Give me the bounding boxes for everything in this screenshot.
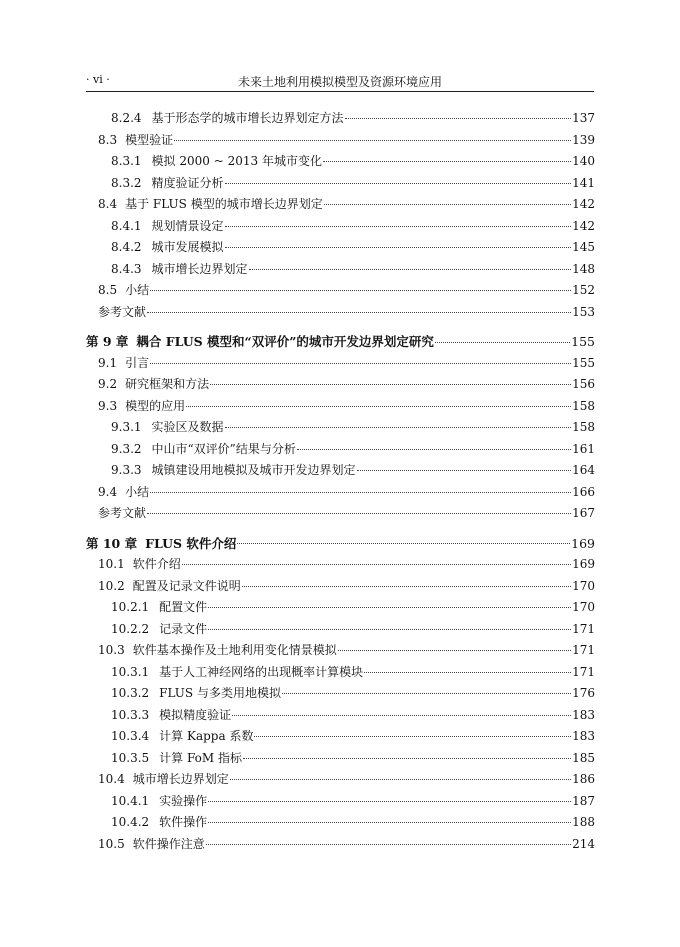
toc-entry-number: 9.3.1: [111, 420, 142, 434]
toc-entry[interactable]: [86, 834, 595, 856]
toc-entry-page: 169: [572, 557, 595, 571]
toc-entry-number: 8.4: [98, 197, 118, 211]
toc-entry-label: 计算 Kappa 系数: [159, 729, 254, 743]
dot-leader: [237, 533, 570, 545]
toc-entry[interactable]: [86, 640, 595, 662]
dot-leader: [174, 130, 571, 141]
dot-leader: [357, 460, 572, 471]
toc-entry-label: 基于形态学的城市增长边界划定方法: [151, 111, 344, 125]
dot-leader: [435, 331, 570, 343]
page-number: · vi ·: [86, 73, 110, 86]
toc-entry-label: 实验操作: [159, 793, 208, 808]
toc-entry-page: 183: [572, 707, 595, 722]
toc-entry[interactable]: [86, 130, 595, 152]
toc-entry-label: 城市增长边界划定: [132, 772, 229, 786]
toc-entry-label: 小结: [125, 283, 150, 297]
toc-entry-label: 规划情景设定: [151, 218, 224, 233]
toc-entry-number: 8.3.1: [111, 154, 142, 168]
dot-leader: [208, 791, 571, 802]
dot-leader: [242, 576, 571, 587]
toc-entry-page: 214: [572, 836, 595, 851]
dot-leader: [186, 396, 571, 407]
toc-entry-number: 8.3.2: [111, 175, 142, 190]
toc-entry[interactable]: [86, 812, 595, 834]
toc-entry-number: 10.4: [98, 772, 125, 786]
dot-leader: [150, 280, 571, 291]
toc-entry[interactable]: [86, 460, 595, 482]
toc-entry-label: 模拟 2000 ~ 2013 年城市变化: [151, 154, 322, 168]
toc-entry-page: 142: [572, 218, 595, 233]
toc-entry-label: 基于人工神经网络的出现概率计算模块: [159, 664, 364, 679]
toc-entry[interactable]: [86, 597, 595, 619]
toc-entry-number: 9.3.2: [111, 441, 142, 456]
toc-chapter-entry[interactable]: [86, 533, 595, 555]
dot-leader: [254, 726, 571, 737]
toc-entry-label: 记录文件: [159, 621, 208, 636]
toc-entry[interactable]: [86, 353, 595, 375]
toc-entry-page: 141: [572, 175, 595, 190]
toc-entry-number: 8.3: [98, 132, 118, 147]
toc-entry-number: 10.3.2: [111, 686, 150, 700]
toc-entry-page: 171: [572, 643, 595, 657]
dot-leader: [225, 237, 572, 248]
toc-entry-label: 软件基本操作及土地利用变化情景模拟: [132, 643, 337, 657]
dot-leader: [225, 216, 572, 227]
toc-entry-page: 139: [572, 132, 595, 147]
toc-entry-page: 158: [572, 398, 595, 413]
dot-leader: [225, 417, 572, 428]
toc-entry[interactable]: [86, 726, 595, 748]
dot-leader: [338, 640, 571, 651]
toc-entry[interactable]: [86, 259, 595, 281]
toc-entry-number: 8.4.1: [111, 218, 142, 233]
toc-entry-label: 中山市“双评价”结果与分析: [151, 441, 296, 456]
toc-entry-page: 188: [572, 815, 595, 829]
toc-entry-number: 10.2: [98, 578, 125, 593]
toc-entry-label: 软件操作: [159, 815, 208, 829]
dot-leader: [345, 108, 572, 119]
dot-leader: [323, 151, 571, 162]
toc-entry-number: 9.2: [98, 377, 118, 391]
toc-entry[interactable]: [86, 683, 595, 705]
toc-entry[interactable]: [86, 151, 595, 173]
toc-entry[interactable]: [86, 237, 595, 259]
toc-entry-number: 10.4.2: [111, 815, 150, 829]
toc-entry-page: 156: [572, 377, 595, 391]
dot-leader: [249, 259, 572, 270]
toc-entry-page: 152: [572, 283, 595, 297]
toc-entry-number: 10.3.1: [111, 664, 150, 679]
toc-entry-label: 软件介绍: [132, 557, 181, 571]
toc-entry[interactable]: [86, 280, 595, 302]
toc-entry-number: 8.4.3: [111, 261, 142, 276]
toc-entry[interactable]: [86, 482, 595, 504]
toc-entry-page: 158: [572, 420, 595, 434]
toc-entry[interactable]: [86, 417, 595, 439]
toc-entry[interactable]: [86, 619, 595, 641]
toc-entry-label: 小结: [125, 484, 150, 499]
dot-leader: [206, 834, 571, 845]
toc-entry-page: 140: [572, 154, 595, 168]
toc-entry[interactable]: [86, 554, 595, 576]
toc-entry-number: 8.5: [98, 283, 118, 297]
table-of-contents: [86, 108, 595, 855]
toc-entry-page: 167: [572, 506, 595, 520]
toc-entry-number: 8.4.2: [111, 240, 142, 254]
toc-entry-label: 模拟精度验证: [159, 707, 232, 722]
toc-entry-label: 参考文献: [98, 506, 147, 520]
toc-entry-number: 10.4.1: [111, 793, 150, 808]
toc-entry-page: 170: [572, 600, 595, 614]
toc-entry-label: 基于 FLUS 模型的城市增长边界划定: [125, 197, 323, 211]
toc-entry-label: 软件操作注意: [132, 836, 205, 851]
toc-entry-page: 142: [572, 197, 595, 211]
toc-entry-label: 城镇建设用地模拟及城市开发边界划定: [151, 463, 356, 477]
toc-entry-number: 第 9 章: [86, 334, 129, 349]
dot-leader: [208, 597, 571, 608]
toc-entry-number: 10.3: [98, 643, 125, 657]
toc-entry-label: 实验区及数据: [151, 420, 224, 434]
toc-entry-page: 155: [572, 355, 595, 370]
toc-entry[interactable]: [86, 705, 595, 727]
toc-entry-page: 161: [572, 441, 595, 456]
dot-leader: [324, 194, 571, 205]
toc-entry-page: 164: [572, 463, 595, 477]
running-header: [86, 71, 594, 92]
dot-leader: [232, 705, 571, 716]
toc-entry-page: 145: [572, 240, 595, 254]
toc-entry-page: 166: [572, 484, 595, 499]
toc-entry-page: 183: [572, 729, 595, 743]
dot-leader: [297, 439, 571, 450]
toc-entry-number: 9.3.3: [111, 463, 142, 477]
toc-entry-number: 10.3.5: [111, 750, 150, 765]
toc-entry-number: 10.3.4: [111, 729, 150, 743]
toc-entry-number: 10.1: [98, 557, 125, 571]
toc-entry-page: 148: [572, 261, 595, 276]
toc-entry[interactable]: [86, 173, 595, 195]
toc-entry-page: 170: [572, 578, 595, 593]
toc-entry[interactable]: [86, 374, 595, 396]
toc-entry-page: 176: [572, 686, 595, 700]
toc-entry-number: 9.4: [98, 484, 118, 499]
toc-entry-page: 153: [572, 304, 595, 319]
dot-leader: [230, 769, 571, 780]
toc-entry-page: 186: [572, 772, 595, 786]
toc-entry-label: 城市发展模拟: [151, 240, 224, 254]
toc-entry-number: 10.2.2: [111, 621, 150, 636]
toc-entry[interactable]: [86, 439, 595, 461]
toc-entry[interactable]: [86, 216, 595, 238]
toc-entry-label: 精度验证分析: [151, 175, 224, 190]
toc-entry-label: 城市增长边界划定: [151, 261, 248, 276]
toc-entry[interactable]: [86, 108, 595, 130]
toc-entry-number: 9.3: [98, 398, 118, 413]
dot-leader: [150, 482, 571, 493]
toc-entry-number: 10.2.1: [111, 600, 150, 614]
toc-entry-number: 10.3.3: [111, 707, 150, 722]
toc-entry-page: 185: [572, 750, 595, 765]
toc-entry-label: 配置及记录文件说明: [132, 578, 241, 593]
toc-entry-label: 研究框架和方法: [125, 377, 210, 391]
toc-entry-page: 169: [571, 535, 595, 551]
toc-entry-number: 10.5: [98, 836, 125, 851]
dot-leader: [208, 619, 571, 630]
toc-entry[interactable]: [86, 396, 595, 418]
toc-entry-label: 配置文件: [159, 600, 208, 614]
toc-entry-label: 模型验证: [125, 132, 174, 147]
toc-entry-number: 8.2.4: [111, 111, 142, 125]
dot-leader: [243, 748, 571, 759]
toc-entry-label: 耦合 FLUS 模型和“双评价”的城市开发边界划定研究: [136, 334, 434, 349]
toc-entry-label: FLUS 与多类用地模拟: [159, 686, 281, 700]
toc-entry[interactable]: [86, 791, 595, 813]
toc-entry-page: 187: [572, 793, 595, 808]
toc-entry-label: 计算 FoM 指标: [159, 750, 242, 765]
toc-entry[interactable]: [86, 194, 595, 216]
dot-leader: [208, 812, 571, 823]
toc-entry[interactable]: [86, 748, 595, 770]
toc-entry-label: 参考文献: [98, 304, 147, 319]
toc-entry-number: 9.1: [98, 355, 118, 370]
toc-entry[interactable]: [86, 576, 595, 598]
toc-entry-label: FLUS 软件介绍: [145, 535, 237, 551]
toc-entry[interactable]: [86, 302, 595, 324]
toc-entry-label: 模型的应用: [125, 398, 186, 413]
toc-entry-page: 171: [572, 621, 595, 636]
dot-leader: [182, 554, 571, 565]
toc-entry[interactable]: [86, 662, 595, 684]
dot-leader: [147, 302, 571, 313]
dot-leader: [150, 353, 571, 364]
toc-entry[interactable]: [86, 503, 595, 525]
dot-leader: [282, 683, 571, 694]
dot-leader: [147, 503, 571, 514]
toc-entry-number: 第 10 章: [86, 535, 138, 551]
toc-chapter-entry[interactable]: [86, 331, 595, 353]
toc-entry-page: 171: [572, 664, 595, 679]
dot-leader: [364, 662, 571, 673]
dot-leader: [210, 374, 571, 385]
dot-leader: [225, 173, 572, 184]
toc-entry-label: 引言: [125, 355, 150, 370]
book-title: 未来土地利用模拟模型及资源环境应用: [237, 75, 442, 89]
toc-entry[interactable]: [86, 769, 595, 791]
toc-entry-page: 155: [571, 334, 595, 349]
toc-entry-page: 137: [572, 111, 595, 125]
